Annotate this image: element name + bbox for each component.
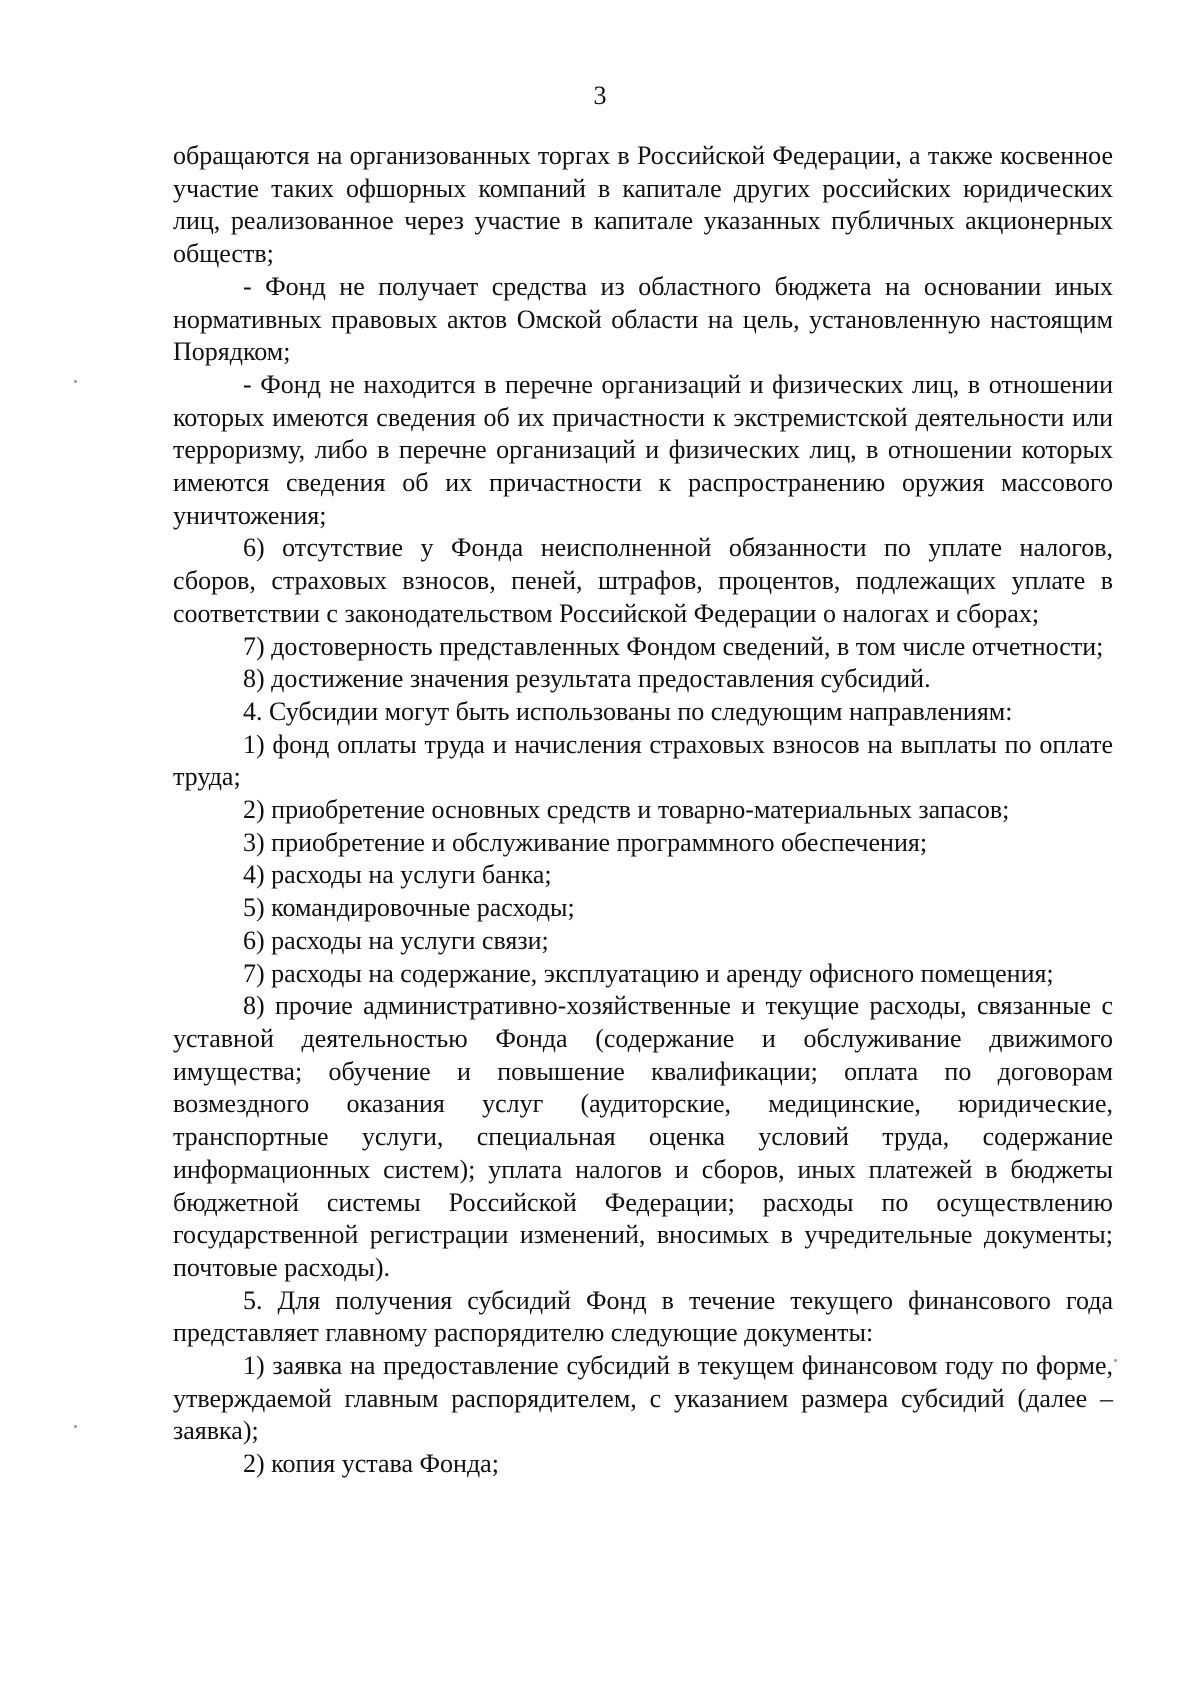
- page-number: 3: [593, 81, 607, 110]
- paragraph: 3) приобретение и обслуживание программного обеспечения;: [243, 827, 928, 857]
- paragraph: 8) достижение значения результата предоставления субсидий.: [243, 664, 931, 694]
- paragraph: 1) заявка на предоставление субсидий в текущем финансовом году по форме, утверждаемой главным распорядителем, с указанием размера субсидий (далее – заявка);: [173, 1351, 1113, 1446]
- paragraph: 7) расходы на содержание, эксплуатацию и аренду офисного помещения;: [243, 958, 1054, 988]
- paragraph: - Фонд не находится в перечне организаций и физических лиц, в отношении которых имеются сведения об их причастности к экстремистской деятельности или терроризму, либо в перечне организаций и физических лиц, в отношении которых имеются сведения об их причастности к распространению оружия массового уничтожения;: [173, 369, 1113, 530]
- paragraph: обращаются на организованных торгах в Российской Федерации, а также косвенное участие таких офшорных компаний в капитале других российских юридических лиц, реализованное через участие в капитале указанных публичных акционерных обществ;: [173, 141, 1113, 269]
- paragraph: - Фонд не получает средства из областного бюджета на основании иных нормативных правовых актов Омской области на цель, установленную настоящим Порядком;: [173, 271, 1113, 367]
- paragraph: 6) отсутствие у Фонда неисполненной обязанности по уплате налогов, сборов, страховых взносов, пеней, штрафов, процентов, подлежащих уплате в соответствии с законодательством Российской Федерации о налогах и сборах;: [173, 533, 1113, 628]
- document-body: [173, 140, 1113, 1481]
- paragraph: 5) командировочные расходы;: [243, 893, 575, 923]
- paragraph: 5. Для получения субсидий Фонд в течение текущего финансового года представляет главному распорядителю следующие документы:: [173, 1285, 1113, 1348]
- paragraph: 7) достоверность представленных Фондом сведений, в том числе отчетности;: [243, 631, 1104, 661]
- paragraph: 2) копия устава Фонда;: [243, 1449, 499, 1479]
- scan-speck: [74, 1425, 77, 1428]
- paragraph: 1) фонд оплаты труда и начисления страховых взносов на выплаты по оплате труда;: [173, 729, 1113, 792]
- paragraph: 8) прочие административно-хозяйственные и текущие расходы, связанные с уставной деятельностью Фонда (содержание и обслуживание движимого имущества; обучение и повышение квалификации; оплата по договорам возмездного оказания услуг (аудиторские, медицинские, юридические, транспортные услуги, специальная оценка условий труда, содержание информационных систем); уплата налогов и сборов, иных платежей в бюджеты бюджетной системы Российской Федерации; расходы по осуществлению государственной регистрации изменений, вносимых в учредительные документы; почтовые расходы).: [173, 991, 1113, 1282]
- paragraph: 2) приобретение основных средств и товарно-материальных запасов;: [243, 795, 1010, 825]
- paragraph: 6) расходы на услуги связи;: [243, 925, 549, 955]
- scan-speck: [1114, 1359, 1117, 1362]
- paragraph: 4. Субсидии могут быть использованы по следующим направлениям:: [243, 696, 1013, 726]
- paragraph: 4) расходы на услуги банка;: [243, 860, 552, 890]
- scan-speck: [74, 380, 77, 383]
